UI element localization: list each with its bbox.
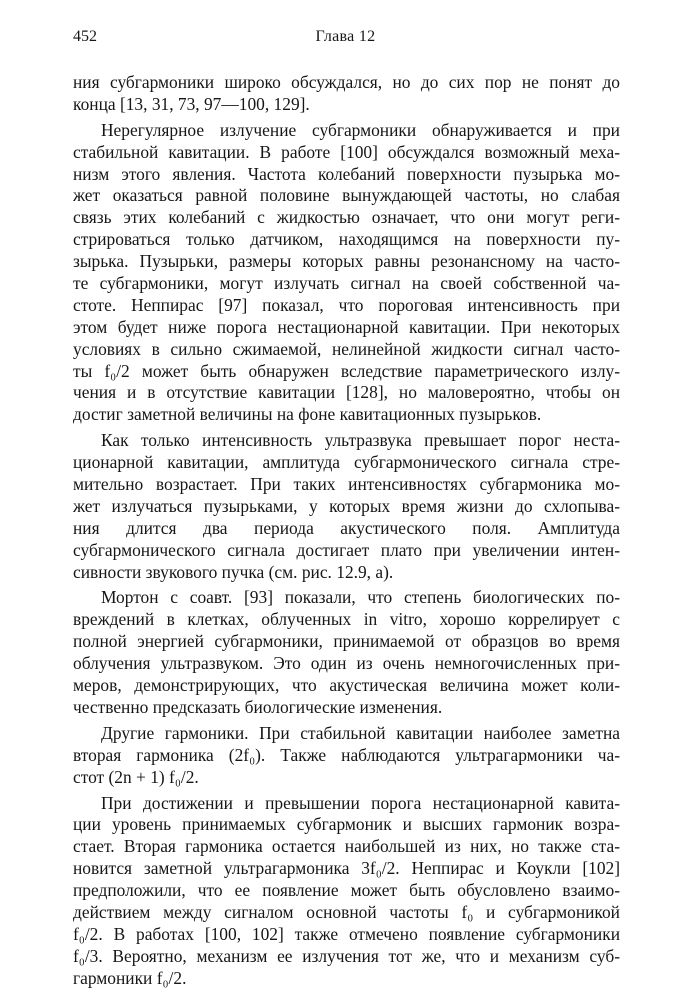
text-line: меров, демонстрирующих, что акустическая величина может коли- [73,675,620,696]
text-line: новится заметной ультрагармоника 3f₀/2. Неппирас и Коукли [102] [73,858,620,879]
text-line: Другие гармоники. При стабильной кавитации наиболее заметна [101,722,620,743]
text-line: полной энергией субгармоники, принимаемой от образцов во время [73,631,620,652]
text-line: те субгармоники, могут излучать сигнал на своей собственной ча- [73,273,620,294]
text-line: При достижении и превышении порога нестационарной кавита- [101,792,620,813]
page-number: 452 [73,28,97,45]
text-line: гармоники f₀/2. [73,967,187,988]
text-line: f₀/3. Вероятно, механизм ее излучения тот же, что и механизм суб- [73,945,620,966]
text-line: условиях в сильно сжимаемой, нелинейной жидкости сигнал часто- [73,338,620,359]
text-line: предположили, что ее появление может быть обусловлено взаимо- [73,880,620,901]
text-line: конца [13, 31, 73, 97—100, 129]. [73,93,310,114]
text-line: ционарной кавитации, амплитуда субгармонического сигнала стре- [73,452,620,473]
text-line: облучения ультразвуком. Это один из очень немногочисленных при- [73,653,620,674]
text-line: вреждений в клетках, облученных in vitro, хорошо коррелирует с [73,609,620,630]
text-line: чественно предсказать биологические изменения. [73,696,443,717]
text-line: мительно возрастает. При таких интенсивностях субгармоника мо- [73,474,620,495]
text-line: стоте. Неппирас [97] показал, что пороговая интенсивность при [73,294,620,315]
body-text [73,72,620,990]
text-line: стает. Вторая гармоника остается наибольшей из них, но также ста- [73,836,620,857]
text-line: связь этих колебаний с жидкостью означает, что они могут реги- [73,207,620,228]
text-line: ции уровень принимаемых субгармоник и высших гармоник возра- [73,814,620,835]
paragraph [73,587,620,718]
text-line: ния субгармоники широко обсуждался, но до сих пор не понят до [73,72,620,92]
text-line: жет оказаться равной половине вынуждающей частоты, но слабая [73,185,620,206]
text-line: низм этого явления. Частота колебаний поверхности пузырька мо- [73,163,620,184]
text-line: стрироваться только датчиком, находящимся на поверхности пу- [73,229,620,250]
text-line: f₀/2. В работах [100, 102] также отмечено появление субгармоники [73,923,620,944]
text-line: стот (2n + 1) f₀/2. [73,766,199,787]
text-line: Как только интенсивность ультразвука превышает порог неста- [101,430,620,451]
text-line: стабильной кавитации. В работе [100] обсуждался возможный меха- [73,141,620,162]
paragraph [73,723,620,789]
paragraph [73,72,620,116]
text-line: ты f₀/2 может быть обнаружен вследствие параметрического излу- [73,360,620,381]
paragraph [73,120,620,426]
text-line: зырька. Пузырьки, размеры которых равны резонансному на часто- [73,251,620,272]
text-line: действием между сигналом основной частоты f₀ и субгармоникой [73,901,620,922]
text-line: вторая гармоника (2f₀). Также наблюдаются ультрагармоники ча- [73,744,620,765]
text-line: Мортон с соавт. [93] показали, что степень биологических по- [101,587,620,608]
text-line: чения и в отсутствие кавитации [128], но маловероятно, чтобы он [73,382,620,403]
text-line: субгармонического сигнала достигает плато при увеличении интен- [73,539,620,560]
paragraph [73,430,620,583]
text-line: Нерегулярное излучение субгармоники обнаруживается и при [101,119,620,140]
text-line: сивности звукового пучка (см. рис. 12.9, a). [73,561,394,582]
page-header [0,28,691,50]
text-line: достиг заметной величины на фоне кавитационных пузырьков. [73,404,542,425]
text-line: жет излучаться пузырьками, у которых время жизни до схлопыва- [73,495,620,516]
text-line: этом будет ниже порога нестационарной кавитации. При некоторых [73,316,620,337]
text-line: ния длится два периода акустического поля. Амплитуда [73,517,620,538]
paragraph [73,793,620,990]
running-head: Глава 12 [315,28,376,45]
